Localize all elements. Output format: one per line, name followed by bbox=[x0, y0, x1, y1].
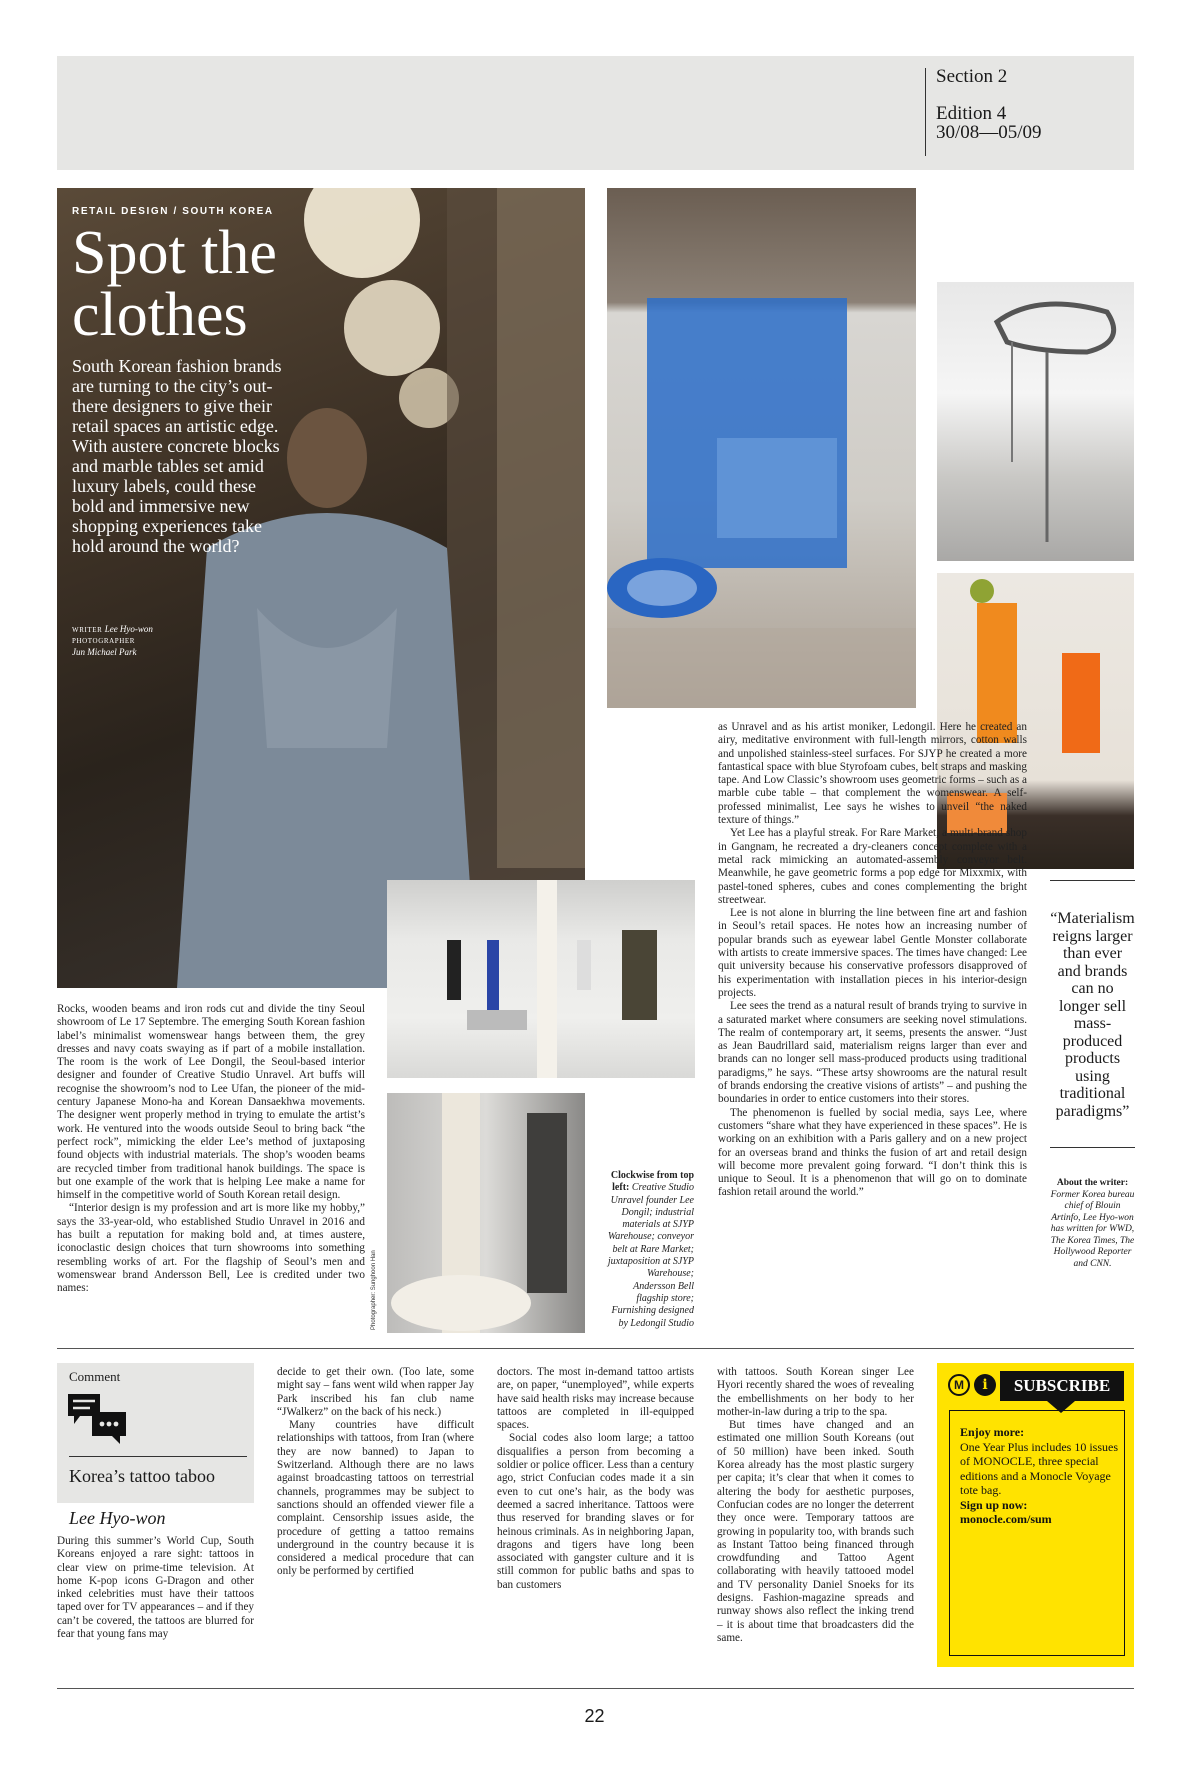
subscribe-pointer bbox=[1047, 1401, 1075, 1413]
about-writer-head: About the writer: bbox=[1056, 1178, 1129, 1188]
credits bbox=[72, 624, 232, 658]
paragraph: with tattoos. South Korean singer Lee Hyori recently shared the woes of revealing the embellishments on her body to her mother-in-law during a trip to the spa. bbox=[717, 1366, 914, 1418]
paragraph: “Interior design is my profession and art is more like my hobby,” says the 33-year-old, who established Studio Unravel in 2016 and has built a reputation for making bold and, at times austere, iconoclastic design choices that turn showrooms into something resembling works of art. For the flagship of Seoul’s men and womenswear brand Andersson Bell, Lee is credited under two names: bbox=[57, 1202, 365, 1295]
monocle-logo-icon: M bbox=[948, 1374, 970, 1396]
rope-illustration bbox=[387, 1093, 585, 1333]
section-divider bbox=[57, 1348, 1134, 1349]
paragraph: The phenomenon is fuelled by social media, says Lee, where customers “share what they have experienced in these spaces”. He is working on an exhibition with a Paris gallery and on a new project for an overseas brand and thinks the fusion of art and retail design will become more prevalent going forward. “I don’t think this is unique to Seoul. It is a phenomenon that will go on to dominate fashion retail around the world.” bbox=[718, 1106, 1027, 1199]
photo-juxtaposition bbox=[387, 1093, 585, 1333]
writer-label: WRITER bbox=[72, 626, 103, 634]
paragraph: Many countries have difficult relationships with tattoos, from Iran (where they are now banned) to Japan to Switzerland. Although there are no laws against broadcasting tattoos on terrestrial channels, programmes may be subject to sanctions should an offended viewer file a complaint. Censorship issues aside, the procedure of getting a tattoo remains underground in the country because it is considered a medical procedure that can only be performed by certified bbox=[277, 1419, 474, 1578]
photo-conveyor-belt bbox=[937, 282, 1134, 561]
paragraph: But times have changed and an estimated one million South Koreans (out of 50 million) have been inked. South Korea already has the most plastic surgery per capita; it’s clear that when it comes to altering the body for aesthetic purposes, Confucian codes are no longer the deterrent they once were. Temporary tattoos are growing in popularity too, with brands such as Instant Tattoo being financed through crowdfunding and Tattoo Agent collaborating with heavily tattooed model and TV personality Daniel Snoeks for its designs. Fashion-magazine spreads and runway shows also reflect the inking trend – it is about time that broadcasters did the same. bbox=[717, 1419, 914, 1644]
page-number: 22 bbox=[584, 1706, 605, 1726]
comment-column-2 bbox=[277, 1366, 474, 1579]
paragraph: Lee sees the trend as a natural result of brands trying to survive in a saturated market where consumers are seeking novel stimulations. The realm of contemporary art, it seems, presents the answer. “Just as Jean Baudrillard said, materialism reigns larger than ever and brands can no longer sell mass-produced products using traditional paradigms,” he says. “These artsy showrooms are the natural result of brands endorsing the creative visions of artists” – and pushing the boundaries in order to entice customers into their stores. bbox=[718, 1000, 1027, 1106]
comment-rule bbox=[69, 1456, 247, 1457]
section-label: Section 2 bbox=[936, 66, 1008, 87]
headline bbox=[72, 219, 392, 349]
caption-head: Clockwise from top left: bbox=[610, 1170, 694, 1194]
caption-body: Creative Studio Unravel founder Lee Dongil; industrial materials at SJYP Warehouse; conveyor belt at Rare Market; juxtaposition at SJYP Warehouse; Andersson Bell flagship store; Furnishing designed by Ledongil Studio bbox=[607, 1182, 694, 1329]
promo-enjoy: Enjoy more: bbox=[960, 1425, 1025, 1439]
comment-column-3 bbox=[497, 1366, 694, 1592]
headline-line-1: Spot the bbox=[72, 219, 277, 287]
paragraph: as Unravel and as his artist moniker, Ledongil. Here he created an airy, meditative environment with full-length mirrors, cotton walls and unpolished stainless-steel surfaces. For SJYP he created a more fantastical space with blue Styrofoam cubes, belt straps and masking tape. And Low Classic’s showroom uses geometric forms – such as a marble cube table – that complement the womenswear. A self-professed minimalist, Lee says he wishes to unveil “the naked texture of things.” bbox=[718, 721, 1027, 827]
photo-andersson-bell bbox=[387, 880, 695, 1078]
promo-url-link[interactable]: monocle.com/sum bbox=[960, 1512, 1052, 1526]
comment-column-4 bbox=[717, 1366, 914, 1645]
footer-rule bbox=[57, 1688, 1134, 1689]
promo-text bbox=[960, 1425, 1120, 1527]
kicker: RETAIL DESIGN / SOUTH KOREA bbox=[72, 206, 274, 217]
about-writer bbox=[1050, 1178, 1135, 1270]
paragraph: Yet Lee has a playful streak. For Rare Market, a multi-brand shop in Gangnam, he recreated a dry-cleaners concept complete with a metal rack mimicking an automated-assembly conveyor belt. Meanwhile, he gave geometric forms a pop edge for Mixxmix, with pastel-toned spheres, cubes and cones complementing the bright streetwear. bbox=[718, 827, 1027, 906]
paragraph: Lee is not alone in blurring the line between fine art and fashion in Seoul’s retail spaces. He notes how an increasing number of popular brands such as eyewear label Gentle Monster collaborate with artists to create immersive spaces. The times have changed: Lee quit university because his conservative professors disapproved of his experimentation with installation pieces in his interior-design projects. bbox=[718, 907, 1027, 999]
paragraph: doctors. The most in-demand tattoo artists are, on paper, “unemployed”, while experts have said health risks may increase because tattoos are completed in ill-equipped spaces. bbox=[497, 1366, 694, 1432]
standfirst: South Korean fashion brands are turning to the city’s out-there designers to give their retail spaces an artistic edge. With austere concrete blocks and marble tables set amid luxury labels, could these bold and immersive new shopping experiences take hold around the world? bbox=[72, 356, 282, 556]
rail-illustration bbox=[937, 282, 1134, 561]
writer-name: Lee Hyo-won bbox=[104, 624, 153, 634]
speech-bubbles-icon bbox=[66, 1392, 130, 1448]
article-column-a bbox=[57, 1003, 365, 1296]
blue-installation-illustration bbox=[607, 188, 916, 708]
subscribe-button[interactable]: SUBSCRIBE bbox=[1000, 1371, 1124, 1401]
comment-label: Comment bbox=[69, 1369, 121, 1384]
pull-quote: “Materialism reigns larger than ever and brands can no longer sell mass-produced products using traditional paradigms” bbox=[1050, 910, 1135, 1120]
comment-title: Korea’s tattoo taboo bbox=[69, 1466, 215, 1486]
paragraph: During this summer’s World Cup, South Koreans enjoyed a rare sight: tattoos in clear view on prime-time television. At home K-pop icons G-Dragon and other inked celebrities must have their tattoos taped over for TV appearances – and if they can’t be covered, the tattoos are blurred for fear that young fans may bbox=[57, 1535, 254, 1641]
paragraph: Rocks, wooden beams and iron rods cut and divide the tiny Seoul showroom of Le 17 Septembre. The emerging South Korean fashion label’s minimalist womenswear hangs between them, the grey dresses and navy coats swaying as if part of a mobile installation. The room is the work of Lee Dongil, the Seoul-based interior designer and founder of Creative Studio Unravel. Art buffs will recognise the showroom’s nod to Lee Ufan, the pioneer of the mid-century Japanese Mono-ha and Korean Dansaekhwa movements. The designer went properly method in trying to emulate the artist’s work. He ventured into the woods outside Seoul to bring back “the perfect rock”, mimicking the elder Lee’s method of juxtaposing found objects with industrial materials. The shop’s wooden beams are recycled timber from traditional hanok buildings. The space is but one example of the work that is helping Lee make a name for himself in the competitive world of South Korean retail design. bbox=[57, 1003, 365, 1202]
paragraph: decide to get their own. (Too late, some might say – fans went wild when rapper Jay Park inscribed his fan club name “JWalkerz” on the back of his neck.) bbox=[277, 1366, 474, 1418]
promo-offer: One Year Plus includes 10 issues of MONOCLE, three special editions and a Monocle Voyage tote bag. bbox=[960, 1439, 1118, 1497]
about-writer-body: Former Korea bureau chief of Blouin Artinfo, Lee Hyo-won has written for WWD, The Korea Times, The Hollywood Reporter and CNN. bbox=[1050, 1189, 1135, 1269]
header-divider bbox=[925, 68, 926, 156]
headline-line-2: clothes bbox=[72, 281, 248, 349]
photo-caption bbox=[604, 1170, 694, 1330]
comment-column-1 bbox=[57, 1535, 254, 1641]
edition-dates: 30/08—05/09 bbox=[936, 122, 1042, 143]
promo-signup: Sign up now: bbox=[960, 1497, 1028, 1512]
photographer-name: Jun Michael Park bbox=[72, 647, 137, 657]
photographer-label: PHOTOGRAPHER bbox=[72, 637, 136, 645]
pull-quote-rule-bottom bbox=[1050, 1147, 1135, 1148]
article-column-b bbox=[718, 721, 1027, 1200]
info-icon: i bbox=[974, 1374, 996, 1396]
paragraph: Social codes also loom large; a tattoo disqualifies a person from becoming a soldier or police officer. Less than a century ago, strict Confucian codes made it a sin even to cut one’s hair, as the body was deemed a sacred inheritance. Tattoos were thus reserved for branding slaves or for heinous criminals. As in neighboring Japan, dragons and tigers have long been associated with gangster culture and it is still common for public baths and spas to ban customers bbox=[497, 1432, 694, 1591]
edition-label: Edition 4 bbox=[936, 103, 1007, 124]
comment-author: Lee Hyo-won bbox=[69, 1508, 166, 1528]
photo-credit: Photographer: Sunghoon Han bbox=[371, 1250, 377, 1330]
shop-illustration bbox=[387, 880, 695, 1078]
photo-sjyp-warehouse bbox=[607, 188, 916, 708]
pull-quote-rule-top bbox=[1050, 880, 1135, 881]
